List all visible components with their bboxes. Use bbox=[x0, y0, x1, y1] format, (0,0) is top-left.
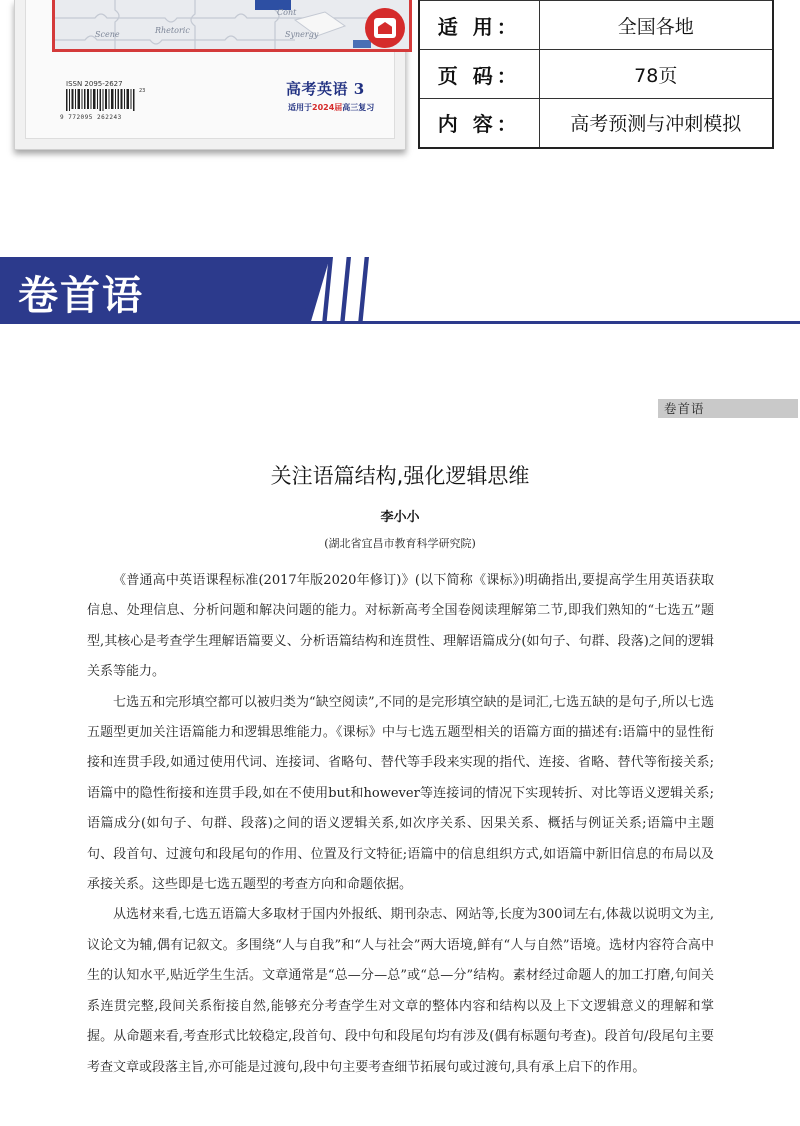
book-title: 高考英语 3 bbox=[286, 80, 365, 98]
author-affiliation: (湖北省宜昌市教育科学研究院) bbox=[324, 537, 476, 550]
book-subtitle-post: 高三复习 bbox=[342, 103, 375, 112]
article-paragraph: 《普通高中英语课程标准(2017年版2020年修订)》(以下简称《课标》)明确指出,要提高学生用英语获取信息、处理信息、分析问题和解决问题的能力。对标新高考全国卷阅读理解第二节,即我们熟知的“七选五”题型,其核心是考查学生理解语篇要义、分析语篇结构和连贯性、理解语篇成分(如句子、句群、段落)之间的逻辑关系等能力。 bbox=[87, 573, 714, 680]
puzzle-word: Scene bbox=[95, 30, 120, 39]
info-key: 内 容： bbox=[419, 99, 539, 148]
article-author: 李小小 bbox=[380, 510, 420, 525]
puzzle-word: Synergy bbox=[285, 30, 319, 39]
product-info-table bbox=[418, 0, 774, 149]
article-title: 关注语篇结构,强化逻辑思维 bbox=[270, 464, 530, 488]
column-tag: 卷首语 bbox=[658, 399, 798, 418]
barcode-icon bbox=[66, 89, 136, 111]
decor-stripe bbox=[358, 257, 369, 324]
barcode-issue: 23 bbox=[139, 88, 146, 94]
cover-badge bbox=[353, 40, 371, 48]
info-row bbox=[419, 1, 773, 50]
book-cover-inner bbox=[25, 0, 395, 139]
school-seal-icon bbox=[365, 8, 405, 48]
book-subtitle bbox=[288, 102, 374, 113]
info-value: 高考预测与冲刺模拟 bbox=[539, 99, 773, 148]
article-body bbox=[87, 566, 714, 1083]
article-paragraph: 七选五和完形填空都可以被归类为“缺空阅读”,不同的是完形填空缺的是词汇,七选五缺的是句子,所以七选五题型更加关注语篇能力和逻辑思维能力。《课标》中与七选五题型相关的语篇方面的描述有:语篇中的显性衔接和连贯手段,如通过使用代词、连接词、省略句、替代等手段来实现的指代、连接、省略、替代等衔接关系;语篇中的隐性衔接和连贯手段,如在不使用but和however等连接词的情况下实现转折、对比等语义逻辑关系;语篇成分(如句子、句群、段落)之间的语义逻辑关系,如次序关系、因果关系、概括与例证关系;语篇中主题句、段首句、过渡句和段尾句的作用、位置及行文特征;语篇中的信息组织方式,如语篇中新旧信息的布局以及承接关系。这些即是七选五题型的考查方向和命题依据。 bbox=[87, 694, 714, 893]
info-row bbox=[419, 50, 773, 99]
info-value: 全国各地 bbox=[539, 1, 773, 50]
issn-number: ISSN 2095-2627 bbox=[66, 80, 123, 88]
puzzle-word: Cont bbox=[277, 8, 297, 17]
article-paragraph: 从选材来看,七选五语篇大多取材于国内外报纸、期刊杂志、网站等,长度为300词左右,体裁以说明文为主,议论文为辅,偶有记叙文。多围绕“人与自我”和“人与社会”两大语境,鲜有“人与自然”语境。选材内容符合高中生的认知水平,贴近学生生活。文章通常是“总—分—总”或“总—分”结构。素材经过命题人的加工打磨,句间关系连贯完整,段间关系衔接自然,能够充分考查学生对文章的整体内容和结构以及上下文逻辑意义的理解和掌握。从命题来看,考查形式比较稳定,段首句、段中句和段尾句均有涉及(偶有标题句考查)。段首句/段尾句主要考查文章或段落主旨,亦可能是过渡句,段中句主要考查细节拓展句或过渡句,具有承上启下的作用。 bbox=[87, 907, 714, 1075]
info-key: 页 码： bbox=[419, 50, 539, 99]
section-title: 卷首语 bbox=[18, 273, 144, 319]
book-cover bbox=[14, 0, 406, 150]
barcode-digits: 9 772095 262243 bbox=[60, 114, 122, 121]
info-key: 适 用： bbox=[419, 1, 539, 50]
info-row bbox=[419, 99, 773, 148]
info-value: 78页 bbox=[539, 50, 773, 99]
cover-puzzle-art bbox=[52, 0, 412, 52]
decor-stripe bbox=[340, 257, 351, 324]
puzzle-word: Rhetoric bbox=[155, 26, 190, 35]
book-subtitle-pre: 适用于 bbox=[288, 103, 312, 112]
book-subtitle-year: 2024届 bbox=[312, 103, 343, 112]
section-header-band bbox=[0, 257, 800, 324]
